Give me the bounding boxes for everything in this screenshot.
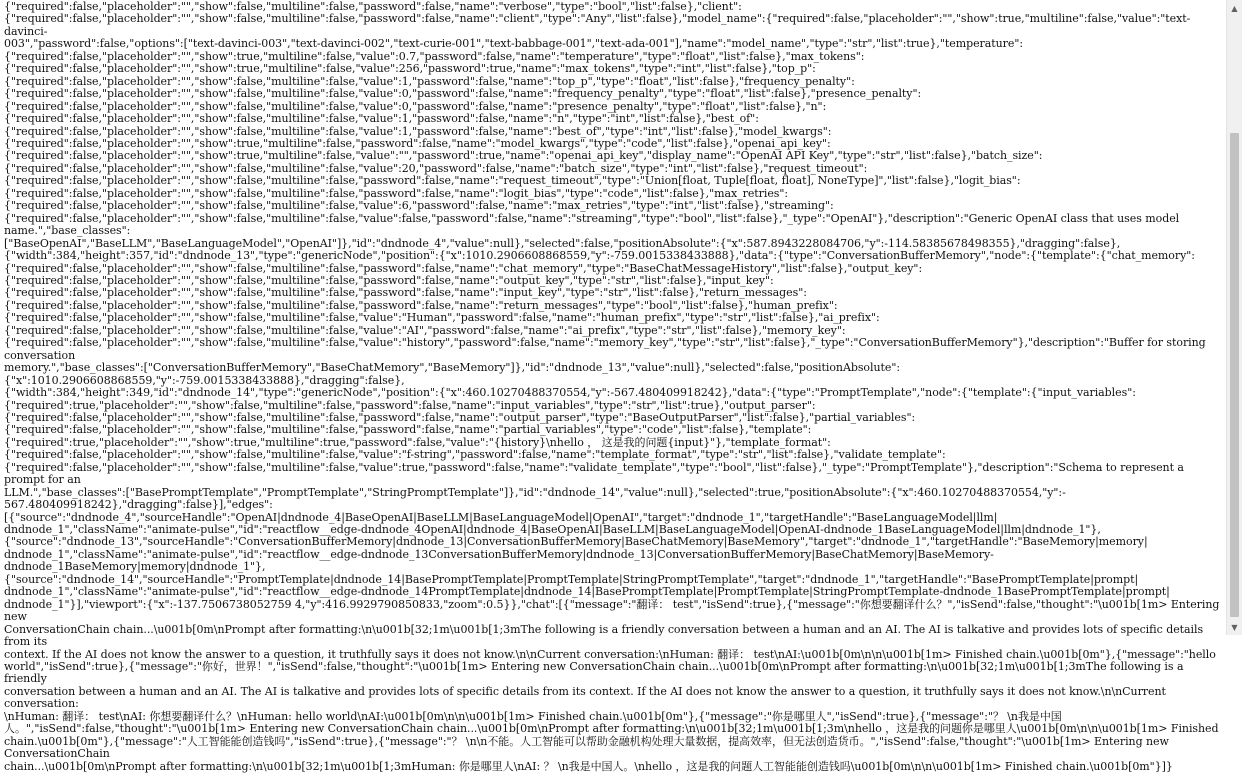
raw-json-line: {"required":false,"placeholder":"","show":false,"multiline":false,"value":1,"password":false,"name":"top_p","type":"float","list":false},"frequency_penalty": xyxy=(4,74,855,88)
raw-json-line: {"required":false,"placeholder":"","show":true,"multiline":false,"value":"","password":true,"name":"openai_api_key","display_name":"OpenAI API Key","type":"str","list":false},"batch_size": xyxy=(4,149,1043,163)
raw-json-line: memory.","base_classes":["ConversationBufferMemory","BaseChatMemory","BaseMemory"]},"id":"dndnode_13","value":null},"selected":false,"positionAbsolute":{"x":1010.2906608868559,"y":-759.0015338433888},"dragging":false}, xyxy=(4,361,901,387)
raw-json-line: dndnode_1","className":"animate-pulse","id":"reactflow__edge-dndnode_14PromptTemplate|dndnode_14|BasePromptTemplate|PromptTemplate|StringPromptTemplate-dndnode_1BasePromptTemplate|prompt| xyxy=(4,585,1170,599)
raw-json-line: {"required":false,"placeholder":"","show":false,"multiline":false,"value":6,"password":false,"name":"max_retries","type":"int","list":false},"streaming": xyxy=(4,199,834,213)
raw-json-line: {"required":false,"placeholder":"","show":false,"multiline":false,"value":20,"password":false,"name":"batch_size","type":"int","list":false},"request_timeout": xyxy=(4,161,868,175)
raw-json-line: {"required":true,"placeholder":"","show":true,"multiline":true,"password":false,"value":"{history}\nhello ， 这是我的问题{input}"},"template_format": xyxy=(4,435,831,449)
raw-json-line: {"required":false,"placeholder":"","show":false,"multiline":false,"value":"AI","password":false,"name":"ai_prefix","type":"str","list":false},"memory_key": xyxy=(4,323,846,337)
raw-json-line: {"required":false,"placeholder":"","show":false,"multiline":false,"password":false,"name":"request_timeout","type":"Union[float, Tuple[float, float], NoneType]","list":false},"logit_bias": xyxy=(4,174,1021,188)
raw-json-line: 567.480409918242},"dragging":false}],"edges":[{"source":"dndnode_4","sourceHandle":"OpenAI|dndnode_4|BaseOpenAI|BaseLLM|BaseLanguageModel|OpenAI","target":"dndnode_1","targetHandle":"BaseLanguageModel|llm| xyxy=(4,498,998,524)
raw-json-line: ["BaseOpenAI","BaseLLM","BaseLanguageModel","OpenAI"]},"id":"dndnode_4","value":null},"selected":false,"positionAbsolute":{"x":587.8943228084706,"y":-114.58385678498355},"dragging":false}, xyxy=(4,236,1121,250)
raw-json-line: {"required":false,"placeholder":"","show":false,"multiline":false,"value":"Human","password":false,"name":"human_prefix","type":"str","list":false},"ai_prefix": xyxy=(4,311,880,325)
raw-json-line: conversation between a human and an AI. The AI is talkative and provides lots of specific details from its context. If the AI does not know the answer to a question, it truthfully says it does not know.\n\nCurrent conversation: xyxy=(4,684,1170,711)
raw-json-line: {"width":384,"height":349,"id":"dndnode_14","type":"genericNode","position":{"x":460.10270488370554,"y":-567.480409918242},"data":{"type":"PromptTemplate","node":{"template":{"input_variables": xyxy=(4,386,1136,400)
raw-json-line: dndnode_1","className":"animate-pulse","id":"reactflow__edge-dndnode_4OpenAI|dndnode_4|BaseOpenAI|BaseLLM|BaseLanguageModel|OpenAI-dndnode_1BaseLanguageModel|llm|dndnode_1"}, xyxy=(4,523,1101,537)
raw-json-line: 003","password":false,"options":["text-davinci-003","text-davinci-002","text-curie-001","text-babbage-001","text-ada-001"],"name":"model_name","type":"str","list":true},"temperature": xyxy=(4,37,1023,51)
raw-json-line: {"required":false,"placeholder":"","show":false,"multiline":false,"password":false,"name":"return_messages","type":"bool","list":false},"human_prefix": xyxy=(4,298,838,312)
scrollbar-thumb[interactable] xyxy=(1230,133,1239,617)
raw-json-line: {"required":false,"placeholder":"","show":false,"multiline":false,"password":false,"name":"input_key","type":"str","list":false},"return_messages": xyxy=(4,286,807,300)
raw-json-line: context. If the AI does not know the answer to a question, it truthfully says it does not know.\n\nCurrent conversation:\nHuman: 翻译： test\nAI:\u001b[0m\n\n\u001b[1m> Finished chain.\u001b[0m"},{"message":"hello xyxy=(4,647,1216,661)
raw-json-line: dndnode_1"}],"viewport":{"x":-137.7506738052759 4,"y":416.9929790850833,"zoom":0.5}},"chat":[{"message":"翻译： test","isSend":true},{"message":"你想要翻译什么？","isSend":false,"thought":"\u001b[1m> Entering new xyxy=(4,597,1223,624)
raw-json-line: {"source":"dndnode_13","sourceHandle":"ConversationBufferMemory|dndnode_13|ConversationBufferMemory|BaseChatMemory|BaseMemory","target":"dndnode_1","targetHandle":"BaseMemory|memory| xyxy=(4,535,1148,549)
raw-json-line: {"required":false,"placeholder":"","show":false,"multiline":false,"value":0,"password":false,"name":"presence_penalty","type":"float","list":false},"n": xyxy=(4,99,827,113)
raw-json-line: dndnode_1","className":"animate-pulse","id":"reactflow__edge-dndnode_13ConversationBufferMemory|dndnode_13|ConversationBufferMemory|BaseChatMemory|BaseMemory-dndnode_1BaseMemory|memory|dndnode_1"}, xyxy=(4,547,994,574)
raw-json-line: chain...\u001b[0m\nPrompt after formatting:\n\u001b[32;1m\u001b[1;3mHuman: 你是哪里人\nAI: ？ \n我是中国人。\nhello ，这是我的问题人工智能能创造钱吗\u001b[0m\n\n\u001b[1m> Finished chain.\u001b[0m"}]} xyxy=(4,759,1173,773)
raw-json-line: chain.\u001b[0m"},{"message":"人工智能能创造钱吗","isSend":true},{"message":"？ \n\n不能。人工智能可以帮助金融机构处理大量数据，提高效率，但无法创造货币。","isSend":false,"thought":"\u001b[1m> Entering new ConversationChain xyxy=(4,734,1173,761)
raw-json-line: {"required":false,"placeholder":"","show":true,"multiline":false,"value":0.7,"password":false,"name":"temperature","type":"float","list":false},"max_tokens": xyxy=(4,49,865,63)
raw-json-line: {"required":false,"placeholder":"","show":false,"multiline":false,"value":"history","password":false,"name":"memory_key","type":"str","list":false},"_type":"ConversationBufferMemory"},"description":"Buffer for storing conversation xyxy=(4,336,1210,362)
raw-json-line: LLM.","base_classes":["BasePromptTemplate","PromptTemplate","StringPromptTemplate"]},"id":"dndnode_14","value":null},"selected":true,"positionAbsolute":{"x":460.10270488370554,"y":- xyxy=(4,485,1066,499)
raw-json-line: 人。","isSend":false,"thought":"\u001b[1m> Entering new ConversationChain chain...\u001b[0m\nPrompt after formatting:\n\u001b[32;1m\u001b[1;3m\nhello ，这是我的问题你是哪里人\u001b[0m\n\n\u001b[1m> Finished xyxy=(4,722,1219,736)
raw-json-line: {"width":384,"height":357,"id":"dndnode_13","type":"genericNode","position":{"x":1010.2906608868559,"y":-759.0015338433888},"data":{"type":"ConversationBufferMemory","node":{"template":{"chat_memory": xyxy=(4,249,1195,263)
scroll-down-arrow-icon[interactable]: ▼ xyxy=(1231,622,1238,632)
raw-json-line: {"required":false,"placeholder":"","show":false,"multiline":false,"password":false,"name":"output_key","type":"str","list":false},"input_key": xyxy=(4,273,774,287)
raw-json-line: {"required":false,"placeholder":"","show":false,"multiline":false,"value":1,"password":false,"name":"best_of","type":"int","list":false},"model_kwargs": xyxy=(4,124,832,138)
raw-json-line: {"required":false,"placeholder":"","show":false,"multiline":false,"value":true,"password":false,"name":"validate_template","type":"bool","list":false},"_type":"PromptTemplate"},"description":"Schema to represent a prompt for an xyxy=(4,460,1188,487)
raw-json-line: {"required":false,"placeholder":"","show":false,"multiline":false,"value":false,"password":false,"name":"streaming","type":"bool","list":false},"_type":"OpenAI"},"description":"Generic OpenAI class that uses model name.","base_classes": xyxy=(4,211,1183,238)
raw-json-line: {"required":false,"placeholder":"","show":false,"multiline":false,"password":false,"name":"partial_variables","type":"code","list":false},"template": xyxy=(4,423,812,437)
raw-json-line: {"required":false,"placeholder":"","show":false,"multiline":false,"value":1,"password":false,"name":"n","type":"int","list":false},"best_of": xyxy=(4,112,759,126)
raw-json-line: {"required":false,"placeholder":"","show":true,"multiline":false,"password":false,"name":"model_kwargs","type":"code","list":false},"openai_api_key": xyxy=(4,136,831,150)
raw-json-line: \nHuman: 翻译： test\nAI: 你想要翻译什么？\nHuman: hello world\nAI:\u001b[0m\n\n\u001b[1m> Finished chain.\u001b[0m"},{"message":"你是哪里人","isSend":true},{"message":"？ \n我是中国 xyxy=(4,709,1062,723)
raw-json-line: world","isSend":true},{"message":"你好，世界！","isSend":false,"thought":"\u001b[1m> Entering new ConversationChain chain...\u001b[0m\nPrompt after formatting:\n\u001b[32;1m\u001b[1;3mThe following is a friendly xyxy=(4,660,1187,686)
raw-json-line: {"required":false,"placeholder":"","show":false,"multiline":false,"password":false,"name":"logit_bias","type":"code","list":false},"max_retries": xyxy=(4,186,789,200)
raw-json-line: {"source":"dndnode_14","sourceHandle":"PromptTemplate|dndnode_14|BasePromptTemplate|PromptTemplate|StringPromptTemplate","target":"dndnode_1","targetHandle":"BasePromptTemplate|prompt| xyxy=(4,572,1139,586)
raw-json-line: {"required":false,"placeholder":"","show":false,"multiline":false,"value":"f-string","password":false,"name":"template_format","type":"str","list":false},"validate_template": xyxy=(4,448,946,462)
raw-json-line: {"required":false,"placeholder":"","show":false,"multiline":false,"password":false,"name":"client","type":"Any","list":false},"model_name":{"required":false,"placeholder":"","show":true,"multiline":false,"value":"text-davinci- xyxy=(4,12,1191,38)
raw-json-line: ConversationChain chain...\u001b[0m\nPrompt after formatting:\n\u001b[32;1m\u001b[1;3mThe following is a friendly conversation between a human and an AI. The AI is talkative and provides lots of specific details from its xyxy=(4,622,1207,649)
scroll-up-arrow-icon[interactable]: ▲ xyxy=(1231,3,1238,13)
raw-json-line: {"required":false,"placeholder":"","show":false,"multiline":false,"password":false,"name":"verbose","type":"bool","list":false},"client": xyxy=(4,0,742,13)
vertical-scrollbar[interactable] xyxy=(1226,0,1242,635)
raw-json-line: {"required":false,"placeholder":"","show":false,"multiline":false,"value":0,"password":false,"name":"frequency_penalty","type":"float","list":false},"presence_penalty": xyxy=(4,87,922,101)
raw-json-line: {"required":false,"placeholder":"","show":true,"multiline":false,"value":256,"password":true,"name":"max_tokens","type":"int","list":false},"top_p": xyxy=(4,62,816,76)
raw-json-line: {"required":false,"placeholder":"","show":false,"multiline":false,"password":false,"name":"output_parser","type":"BaseOutputParser","list":false},"partial_variables": xyxy=(4,410,916,424)
raw-json-line: {"required":true,"placeholder":"","show":false,"multiline":false,"password":false,"name":"input_variables","type":"str","list":true},"output_parser": xyxy=(4,398,816,412)
raw-json-line: {"required":false,"placeholder":"","show":false,"multiline":false,"password":false,"name":"chat_memory","type":"BaseChatMessageHistory","list":false},"output_key": xyxy=(4,261,923,275)
